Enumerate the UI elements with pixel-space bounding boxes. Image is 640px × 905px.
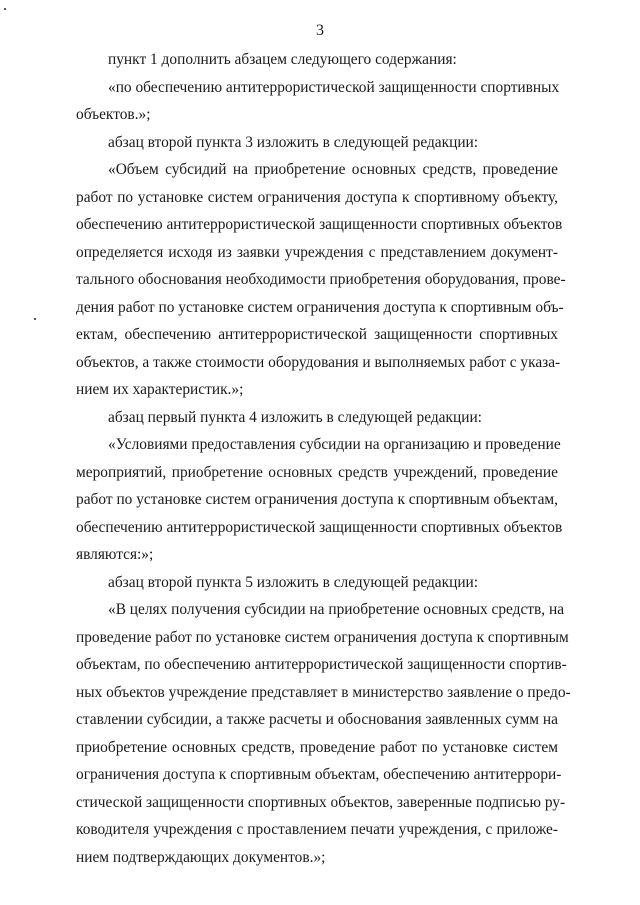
scan-speck (4, 8, 6, 10)
text-line: ководителя учреждения с проставлением печати учреждения, с приложе- (76, 821, 558, 838)
text-line: объектов, а также стоимости оборудования и выполняемых работ с указа- (76, 354, 561, 371)
text-line: нием их характеристик.»; (76, 381, 244, 398)
text-line: обеспечению антитеррористической защищенности спортивных объектов (76, 519, 563, 536)
text-line: объектам, по обеспечению антитеррористической защищенности спортив- (76, 656, 567, 673)
text-line: работ по установке систем ограничения доступа к спортивному объекту, (76, 189, 558, 206)
text-line: работ по установке систем ограничения доступа к спортивным объектам, (76, 491, 558, 508)
text-line: приобретение основных средств, проведение работ по установке систем (76, 739, 558, 756)
text-line: пункт 1 дополнить абзацем следующего содержания: (108, 51, 457, 68)
text-line: определяется исходя из заявки учреждения с представлением документ- (76, 244, 558, 261)
text-line: ограничения доступа к спортивным объектам, обеспечению антитеррори- (76, 766, 562, 783)
text-line: «Условиями предоставления субсидии на организацию и проведение (108, 436, 561, 453)
text-line: стической защищенности спортивных объектов, заверенные подписью ру- (76, 794, 566, 811)
text-line: нием подтверждающих документов.»; (76, 849, 326, 866)
scan-speck (34, 318, 36, 320)
text-line: «В целях получения субсидии на приобретение основных средств, на (108, 601, 565, 618)
text-line: ных объектов учреждение представляет в министерство заявление о предо- (76, 684, 571, 701)
text-line: «Объем субсидий на приобретение основных средств, проведение (108, 161, 558, 178)
text-line: проведение работ по установке систем ограничения доступа к спортивным (76, 629, 569, 646)
text-line: абзац второй пункта 3 изложить в следующей редакции: (108, 134, 479, 151)
text-line: «по обеспечению антитеррористической защищенности спортивных (108, 79, 560, 96)
text-line: обеспечению антитеррористической защищенности спортивных объектов (76, 216, 563, 233)
text-line: ставлении субсидии, а также расчеты и обоснования заявленных сумм на (76, 711, 558, 728)
text-line: объектов.»; (76, 106, 151, 123)
text-line: абзац первый пункта 4 изложить в следующей редакции: (108, 409, 482, 426)
text-line: являются:»; (76, 546, 154, 563)
page-number: 3 (316, 22, 324, 39)
text-line: абзац второй пункта 5 изложить в следующей редакции: (108, 574, 479, 591)
text-line: тального обоснования необходимости приобретения оборудования, прове- (76, 271, 566, 288)
text-line: ектам, обеспечению антитеррористической защищенности спортивных (76, 326, 558, 343)
text-line: дения работ по установке систем ограничения доступа к спортивным объ- (76, 299, 564, 316)
text-line: мероприятий, приобретение основных средств учреждений, проведение (76, 464, 558, 481)
